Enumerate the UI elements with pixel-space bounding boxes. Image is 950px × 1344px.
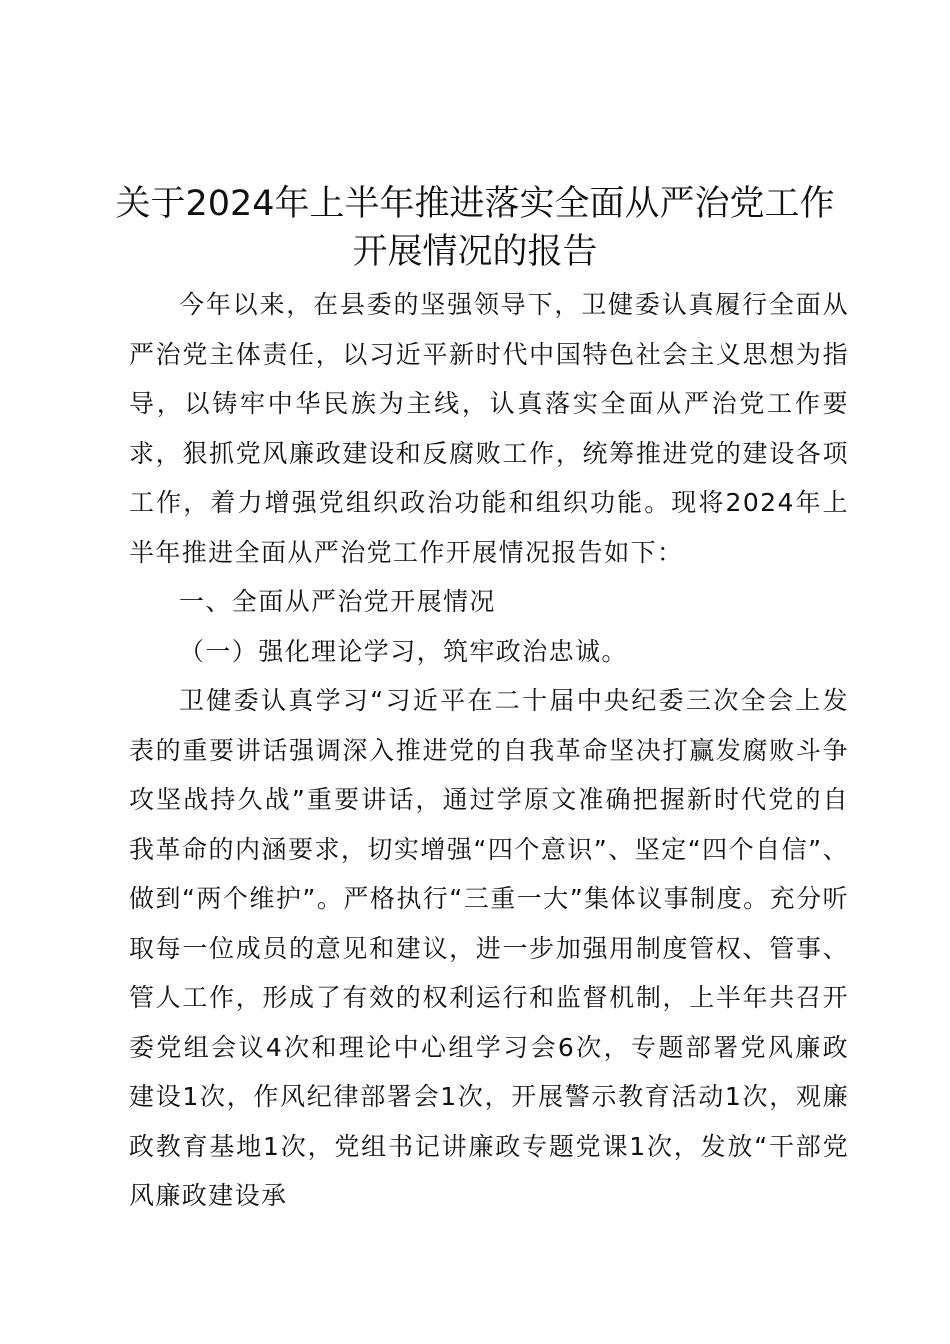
title-line-1: 关于2024年上半年推进落实全面从严治党工作 xyxy=(115,184,835,224)
paragraph-intro: 今年以来，在县委的坚强领导下，卫健委认真履行全面从严治党主体责任，以习近平新时代中国特色社会主义思想为指导，以铸牢中华民族为主线，认真落实全面从严治党工作要求，狠抓党风廉政建设和反腐败工作，统筹推进党的建设各项工作，着力增强党组织政治功能和组织功能。现将2024年上半年推进全面从严治党工作开展情况报告如下： xyxy=(129,290,849,567)
document-title xyxy=(0,180,950,276)
subsection-heading: （一）强化理论学习，筑牢政治忠诚。 xyxy=(179,636,628,666)
section-heading: 一、全面从严治党开展情况 xyxy=(179,587,496,616)
title-line-2: 开展情况的报告 xyxy=(352,232,598,272)
document-body xyxy=(129,280,849,1221)
paragraph-study: 卫健委认真学习“习近平在二十届中央纪委三次全会上发表的重要讲话强调深入推进党的自我革命坚决打赢发腐败斗争攻坚战持久战”重要讲话，通过学原文准确把握新时代党的自我革命的内涵要求，切实增强“四个意识”、坚定“四个自信”、做到“两个维护”。严格执行“三重一大”集体议事制度。充分听取每一位成员的意见和建议，进一步加强用制度管权、管事、管人工作，形成了有效的权利运行和监督机制，上半年共召开委党组会议4次和理论中心组学习会6次，专题部署党风廉政建设1次，作风纪律部署会1次，开展警示教育活动1次，观廉政教育基地1次，党组书记讲廉政专题党课1次，发放“干部党风廉政建设承 xyxy=(129,686,849,1210)
